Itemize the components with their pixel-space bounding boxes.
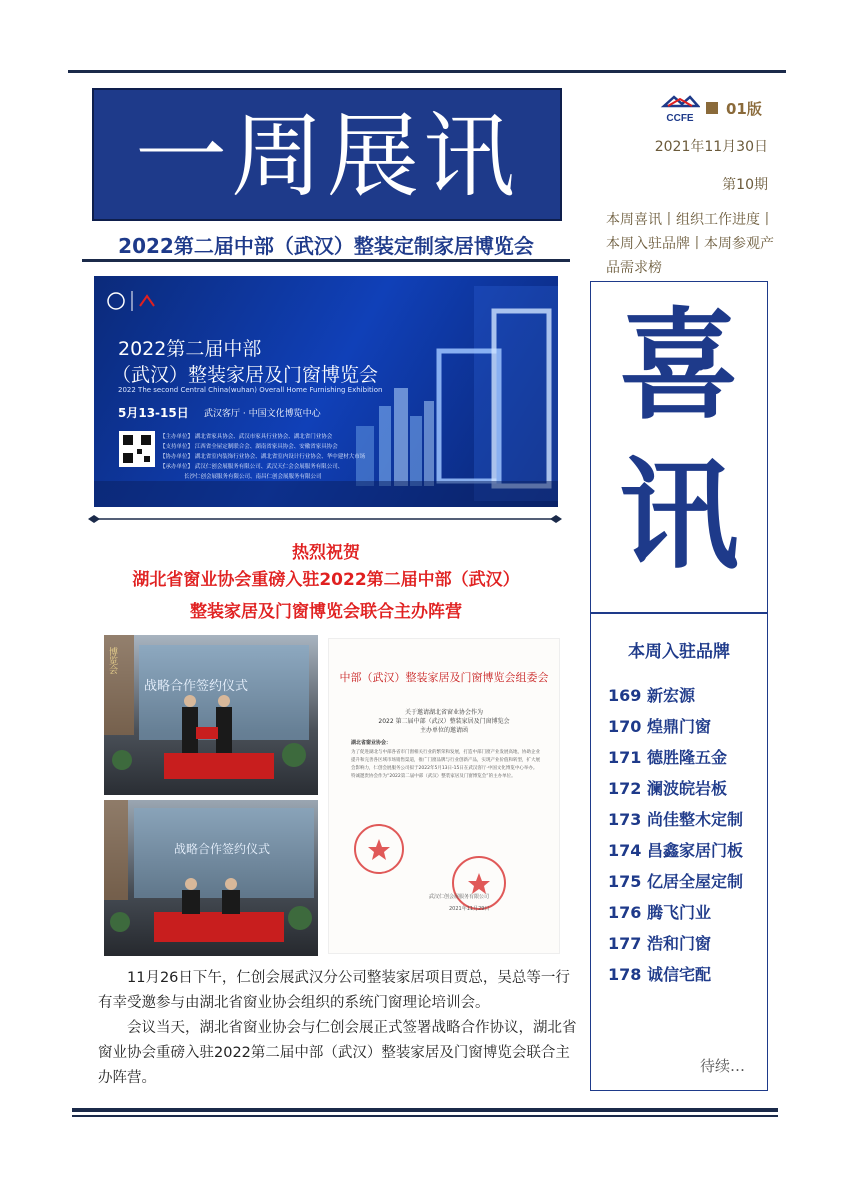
table-of-contents: 本周喜讯丨组织工作进度丨本周入驻品牌丨本周参观产品需求榜	[606, 212, 774, 276]
letter-signature: 武汉仁创会展服务有限公司	[429, 894, 490, 900]
article-headline-2: 整装家居及门窗博览会联合主办阵营	[190, 602, 462, 622]
letter-title-1: 关于邀请湖北省窗业协会作为	[404, 709, 483, 716]
letter-title-2: 2022 第二届中部（武汉）整装家居及门窗博览会	[378, 718, 510, 725]
issue-date: 2021年11月30日	[654, 139, 768, 155]
subtitle-rule	[82, 259, 570, 262]
letter-body: 为了促进湖北与中部各省市门窗相关行业的繁荣和发展，打造中部门窗产业发展高地，协助企业提升和完善各区域市场销售渠道，推广门窗品牌与行业创新产品，实现产业价值和转型，扩大展会影响力，仁创会展服务公司拟于2022年5月13日-15日在武汉客厅·中国文化博览中心举办。特诚邀贵协会作为“2022第二届中部（武汉）整装家居及门窗博览会”的主办单位。	[351, 750, 540, 779]
article-paragraph-1: 11月26日下午，仁创会展武汉分公司整装家居项目贾总，吴总等一行有幸受邀参与由湖北省窗业协会组织的系统门窗理论培训会。	[98, 970, 570, 1011]
top-rule	[68, 70, 786, 73]
banner-english: 2022 The second Central China(wuhan) Overall Home Furnishing Exhibition	[118, 386, 383, 394]
letter-head: 中部（武汉）整装家居及门窗博览会组委会	[339, 671, 549, 684]
banner-venue: 武汉客厅 · 中国文化博览中心	[204, 409, 321, 419]
brand-item: 178 诚信宅配	[608, 965, 711, 984]
bottom-rule-thick	[72, 1108, 778, 1112]
invitation-letter	[328, 638, 560, 954]
masthead-subtitle: 2022第二届中部（武汉）整装定制家居博览会	[118, 234, 534, 258]
brand-item: 173 尚佳整木定制	[608, 810, 743, 829]
brand-item: 172 澜波皖岩板	[608, 779, 727, 798]
expo-banner	[94, 276, 558, 507]
brand-item: 175 亿居全屋定制	[608, 872, 743, 891]
letter-date: 2021年11月29日	[449, 906, 490, 912]
signing-photo-2	[104, 800, 318, 956]
brand-item: 174 昌鑫家居门板	[608, 841, 743, 860]
article-kicker: 热烈祝贺	[292, 543, 360, 563]
letter-salutation: 湖北省窗业协会：	[351, 740, 392, 746]
banner-organizer-4: 【承办单位】 武汉仁创会展服务有限公司、武汉天仁会会展服务有限公司、	[160, 464, 344, 470]
issue-mark-icon	[706, 102, 718, 114]
brand-item: 171 德胜隆五金	[608, 748, 727, 767]
banner-title-line1: 2022第二届中部	[118, 338, 262, 360]
banner-organizer-2: 【支持单位】 江西省全屋定制联合会、湖南省家具协会、安徽省家具协会	[160, 444, 338, 450]
banner-title-line2: （武汉）整装家居及门窗博览会	[112, 364, 379, 386]
article-headline-1: 湖北省窗业协会重磅入驻2022第二届中部（武汉）	[132, 570, 520, 590]
photo2-sign-text: 战略合作签约仪式	[174, 842, 271, 856]
banner-date: 5月13-15日	[118, 406, 189, 420]
masthead-title: 一周展讯	[92, 88, 562, 221]
issue-period: 第10期	[722, 177, 768, 193]
sidebar-xi-char-2: 讯	[619, 447, 739, 586]
photo1-sign-text: 战略合作签约仪式	[144, 679, 249, 694]
to-be-continued: 待续…	[700, 1057, 746, 1075]
banner-organizer-1: 【主办单位】 湖北省家具协会、武汉市家具行业协会、湖北省门业协会	[160, 434, 333, 440]
ornament-divider	[86, 514, 564, 524]
brands-title: 本周入驻品牌	[628, 642, 730, 662]
banner-organizer-5: 长沙仁创会展服务有限公司、南昌仁创会展服务有限公司	[184, 474, 322, 480]
letter-title-3: 主办单位的邀请函	[419, 727, 468, 734]
ccfe-logo-icon	[660, 94, 700, 124]
brand-item: 177 浩和门窗	[608, 934, 711, 953]
signing-photo-1	[104, 635, 318, 795]
banner-organizer-3: 【协办单位】 湖北省室内装饰行业协会、湖北省室内设计行业协会、华中建材大市场	[160, 454, 366, 460]
brand-item: 169 新宏源	[608, 686, 695, 705]
brand-item: 176 腾飞门业	[608, 903, 711, 922]
brand-list	[608, 680, 768, 990]
article-body	[98, 966, 584, 1091]
brand-item: 170 煌鼎门窗	[608, 717, 711, 736]
photo1-side-text: 博览会	[107, 647, 117, 674]
sidebar-xi-char-1: 喜	[619, 297, 739, 436]
svg-text:CCFE: CCFE	[666, 113, 694, 124]
article-paragraph-2: 会议当天，湖北省窗业协会与仁创会展正式签署战略合作协议，湖北省窗业协会重磅入驻2022第二届中部（武汉）整装家居及门窗博览会联合主办阵营。	[98, 1020, 577, 1086]
issue-label: 01版	[726, 100, 762, 118]
sidebar-divider	[590, 612, 768, 614]
bottom-rule-thin	[72, 1115, 778, 1117]
